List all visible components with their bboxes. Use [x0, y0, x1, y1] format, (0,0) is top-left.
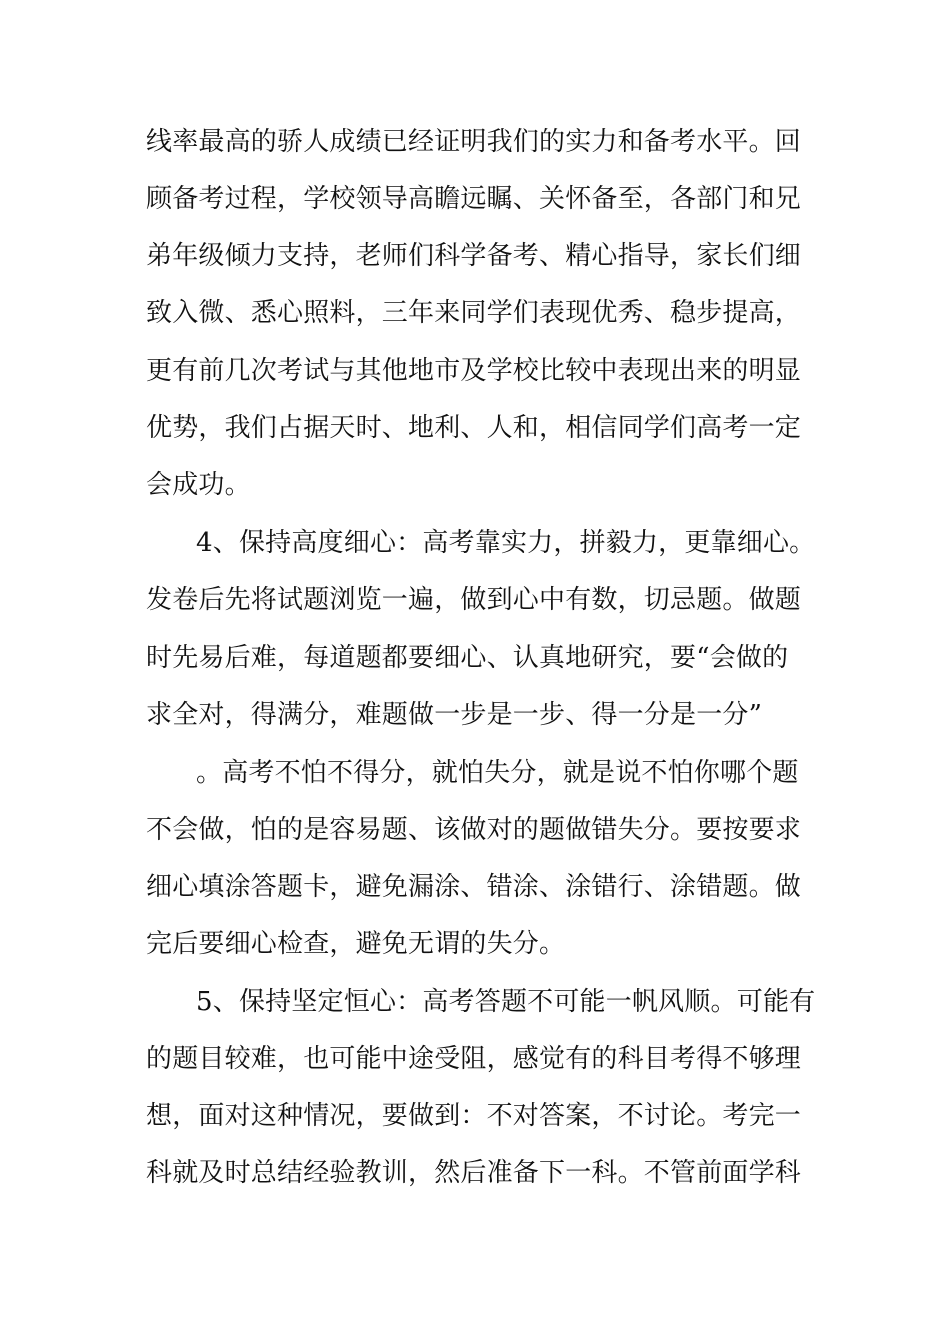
text-line: 科就及时总结经验教训，然后准备下一科。不管前面学科 — [146, 1158, 802, 1188]
text-line: 求全对，得满分，难题做一步是一步、得一分是一分” — [146, 700, 763, 730]
text-line: 的题目较难，也可能中途受阻，感觉有的科目考得不够理 — [146, 1044, 802, 1074]
text-line: 优势，我们占据天时、地利、人和，相信同学们高考一定 — [146, 413, 802, 443]
text-line: 会成功。 — [146, 470, 251, 500]
text-line: 不会做，怕的是容易题、该做对的题做错失分。要按要求 — [146, 815, 802, 845]
text-line: 顾备考过程，学校领导高瞻远瞩、关怀备至，各部门和兄 — [146, 184, 802, 214]
text-line: 5、保持坚定恒心：高考答题不可能一帆风顺。可能有 — [196, 987, 816, 1017]
text-line: 更有前几次考试与其他地市及学校比较中表现出来的明显 — [146, 356, 802, 386]
text-line: 想，面对这种情况，要做到：不对答案，不讨论。考完一 — [146, 1101, 802, 1131]
text-line: 时先易后难，每道题都要细心、认真地研究，要“会做的 — [146, 643, 789, 673]
text-line: 致入微、悉心照料，三年来同学们表现优秀、稳步提高， — [146, 298, 802, 328]
text-line: 4、保持高度细心：高考靠实力，拼毅力，更靠细心。 — [196, 528, 816, 558]
text-line: 发卷后先将试题浏览一遍，做到心中有数，切忌题。做题 — [146, 585, 802, 615]
text-line: 线率最高的骄人成绩已经证明我们的实力和备考水平。回 — [146, 127, 802, 157]
text-line: 细心填涂答题卡，避免漏涂、错涂、涂错行、涂错题。做 — [146, 872, 802, 902]
text-line: 弟年级倾力支持，老师们科学备考、精心指导，家长们细 — [146, 241, 802, 271]
text-line: 完后要细心检查，避免无谓的失分。 — [146, 929, 566, 959]
text-line: 。高考不怕不得分，就怕失分，就是说不怕你哪个题 — [196, 758, 799, 788]
